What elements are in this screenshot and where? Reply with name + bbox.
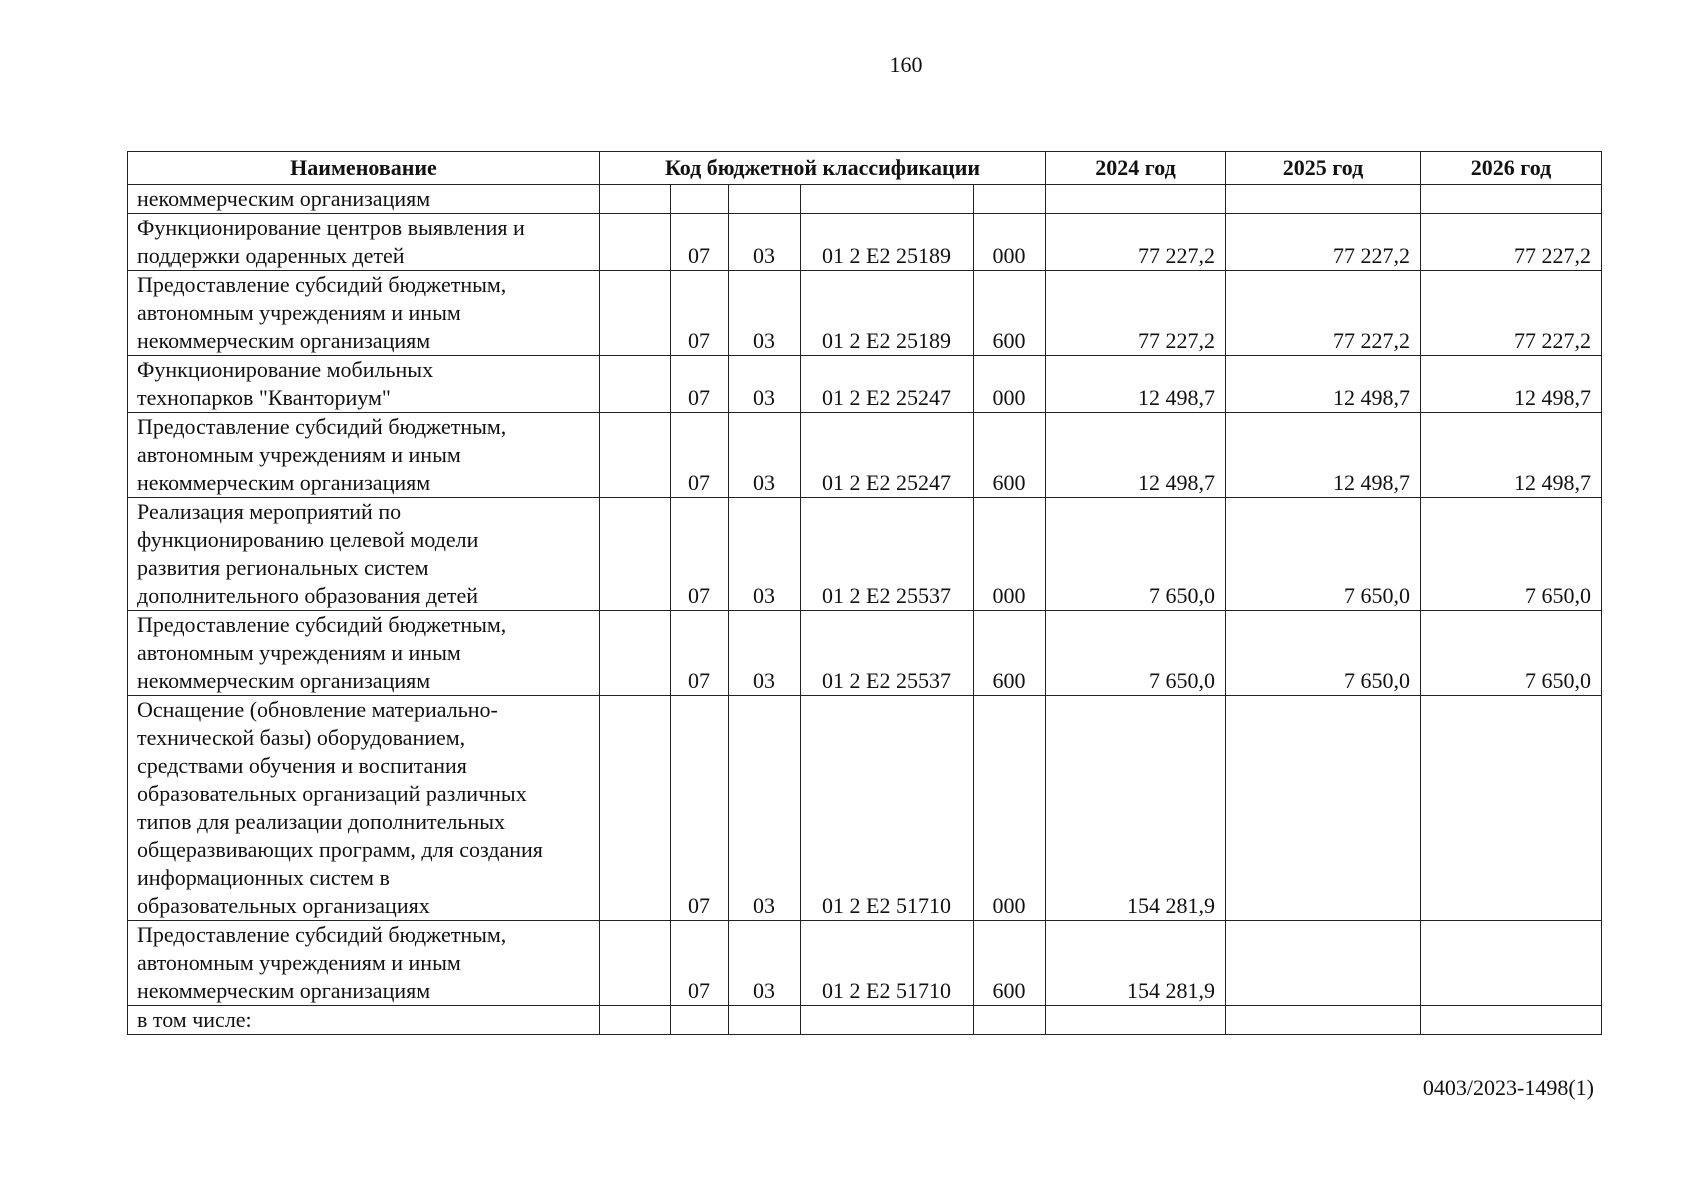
cell-2024: 154 281,9: [1046, 921, 1226, 1006]
cell-subsection: 03: [729, 271, 801, 356]
cell-2025: 12 498,7: [1226, 356, 1421, 413]
cell-target-article: 01 2 Е2 51710: [801, 696, 974, 921]
cell-section: [671, 185, 729, 214]
cell-subsection: 03: [729, 611, 801, 696]
cell-2026: 12 498,7: [1421, 413, 1602, 498]
cell-2026: [1421, 696, 1602, 921]
cell-code-blank: [600, 214, 671, 271]
cell-2026: [1421, 1006, 1602, 1035]
cell-code-blank: [600, 1006, 671, 1035]
cell-target-article: 01 2 Е2 25247: [801, 413, 974, 498]
cell-2025: 7 650,0: [1226, 611, 1421, 696]
cell-code-blank: [600, 696, 671, 921]
cell-2026: [1421, 921, 1602, 1006]
cell-target-article: 01 2 Е2 25537: [801, 498, 974, 611]
cell-2026: 7 650,0: [1421, 498, 1602, 611]
cell-2024: [1046, 1006, 1226, 1035]
cell-code-blank: [600, 413, 671, 498]
cell-expense-type: 000: [974, 696, 1046, 921]
cell-name: Предоставление субсидий бюджетным, автономным учреждениям и иным некоммерческим организациям: [128, 611, 600, 696]
cell-expense-type: [974, 185, 1046, 214]
cell-2026: [1421, 185, 1602, 214]
cell-2025: [1226, 185, 1421, 214]
table-header-row: [128, 152, 1602, 185]
cell-name: Предоставление субсидий бюджетным, автономным учреждениям и иным некоммерческим организациям: [128, 921, 600, 1006]
table-row: [128, 413, 1602, 498]
cell-2026: 7 650,0: [1421, 611, 1602, 696]
cell-code-blank: [600, 356, 671, 413]
table-row: [128, 356, 1602, 413]
cell-expense-type: 600: [974, 413, 1046, 498]
table-row: [128, 921, 1602, 1006]
header-name: Наименование: [128, 152, 600, 185]
cell-target-article: [801, 185, 974, 214]
cell-section: 07: [671, 356, 729, 413]
cell-subsection: 03: [729, 413, 801, 498]
cell-expense-type: 000: [974, 498, 1046, 611]
cell-code-blank: [600, 498, 671, 611]
cell-expense-type: 600: [974, 921, 1046, 1006]
cell-2024: 12 498,7: [1046, 413, 1226, 498]
cell-2026: 77 227,2: [1421, 214, 1602, 271]
header-2026: 2026 год: [1421, 152, 1602, 185]
cell-2025: [1226, 696, 1421, 921]
cell-target-article: 01 2 Е2 25189: [801, 214, 974, 271]
cell-target-article: 01 2 Е2 25247: [801, 356, 974, 413]
table-row: [128, 611, 1602, 696]
cell-section: 07: [671, 413, 729, 498]
header-code: Код бюджетной классификации: [600, 152, 1046, 185]
cell-target-article: [801, 1006, 974, 1035]
cell-target-article: 01 2 Е2 25537: [801, 611, 974, 696]
cell-2024: [1046, 185, 1226, 214]
cell-section: 07: [671, 611, 729, 696]
cell-2024: 7 650,0: [1046, 611, 1226, 696]
cell-name: Функционирование центров выявления и поддержки одаренных детей: [128, 214, 600, 271]
cell-2025: 77 227,2: [1226, 271, 1421, 356]
table-row: [128, 185, 1602, 214]
page-number: 160: [889, 52, 923, 77]
cell-expense-type: [974, 1006, 1046, 1035]
cell-name: Функционирование мобильных технопарков "Кванториум": [128, 356, 600, 413]
cell-expense-type: 600: [974, 271, 1046, 356]
cell-code-blank: [600, 611, 671, 696]
cell-name: Предоставление субсидий бюджетным, автономным учреждениям и иным некоммерческим организациям: [128, 271, 600, 356]
header-2025: 2025 год: [1226, 152, 1421, 185]
cell-subsection: 03: [729, 921, 801, 1006]
cell-subsection: 03: [729, 214, 801, 271]
cell-name: Реализация мероприятий по функционированию целевой модели развития региональных систем дополнительного образования детей: [128, 498, 600, 611]
cell-expense-type: 600: [974, 611, 1046, 696]
cell-section: 07: [671, 214, 729, 271]
cell-name: некоммерческим организациям: [128, 185, 600, 214]
cell-subsection: 03: [729, 696, 801, 921]
cell-expense-type: 000: [974, 356, 1046, 413]
cell-subsection: 03: [729, 498, 801, 611]
cell-subsection: [729, 1006, 801, 1035]
cell-section: 07: [671, 921, 729, 1006]
cell-2025: 77 227,2: [1226, 214, 1421, 271]
budget-table: [127, 151, 1602, 1035]
table-row: [128, 214, 1602, 271]
cell-section: 07: [671, 271, 729, 356]
cell-2024: 154 281,9: [1046, 696, 1226, 921]
cell-2026: 77 227,2: [1421, 271, 1602, 356]
cell-section: 07: [671, 498, 729, 611]
cell-2024: 12 498,7: [1046, 356, 1226, 413]
cell-expense-type: 000: [974, 214, 1046, 271]
cell-2026: 12 498,7: [1421, 356, 1602, 413]
cell-2024: 77 227,2: [1046, 214, 1226, 271]
cell-2025: [1226, 1006, 1421, 1035]
table-row: [128, 498, 1602, 611]
cell-name: Оснащение (обновление материально- технической базы) оборудованием, средствами обучения и воспитания образовательных организаций различных типов для реализации дополнительных общеразвивающих программ, для создания информационных систем в образовательных организациях: [128, 696, 600, 921]
cell-subsection: [729, 185, 801, 214]
cell-2025: 12 498,7: [1226, 413, 1421, 498]
cell-2025: 7 650,0: [1226, 498, 1421, 611]
cell-target-article: 01 2 Е2 25189: [801, 271, 974, 356]
cell-subsection: 03: [729, 356, 801, 413]
cell-section: [671, 1006, 729, 1035]
cell-2024: 7 650,0: [1046, 498, 1226, 611]
table-row: [128, 271, 1602, 356]
table-row: [128, 1006, 1602, 1035]
document-code: 0403/2023-1498(1): [1422, 1075, 1594, 1100]
cell-2024: 77 227,2: [1046, 271, 1226, 356]
cell-2025: [1226, 921, 1421, 1006]
cell-target-article: 01 2 Е2 51710: [801, 921, 974, 1006]
cell-code-blank: [600, 921, 671, 1006]
cell-section: 07: [671, 696, 729, 921]
header-2024: 2024 год: [1046, 152, 1226, 185]
cell-code-blank: [600, 271, 671, 356]
table-row: [128, 696, 1602, 921]
cell-code-blank: [600, 185, 671, 214]
cell-name: в том числе:: [128, 1006, 600, 1035]
cell-name: Предоставление субсидий бюджетным, автономным учреждениям и иным некоммерческим организациям: [128, 413, 600, 498]
